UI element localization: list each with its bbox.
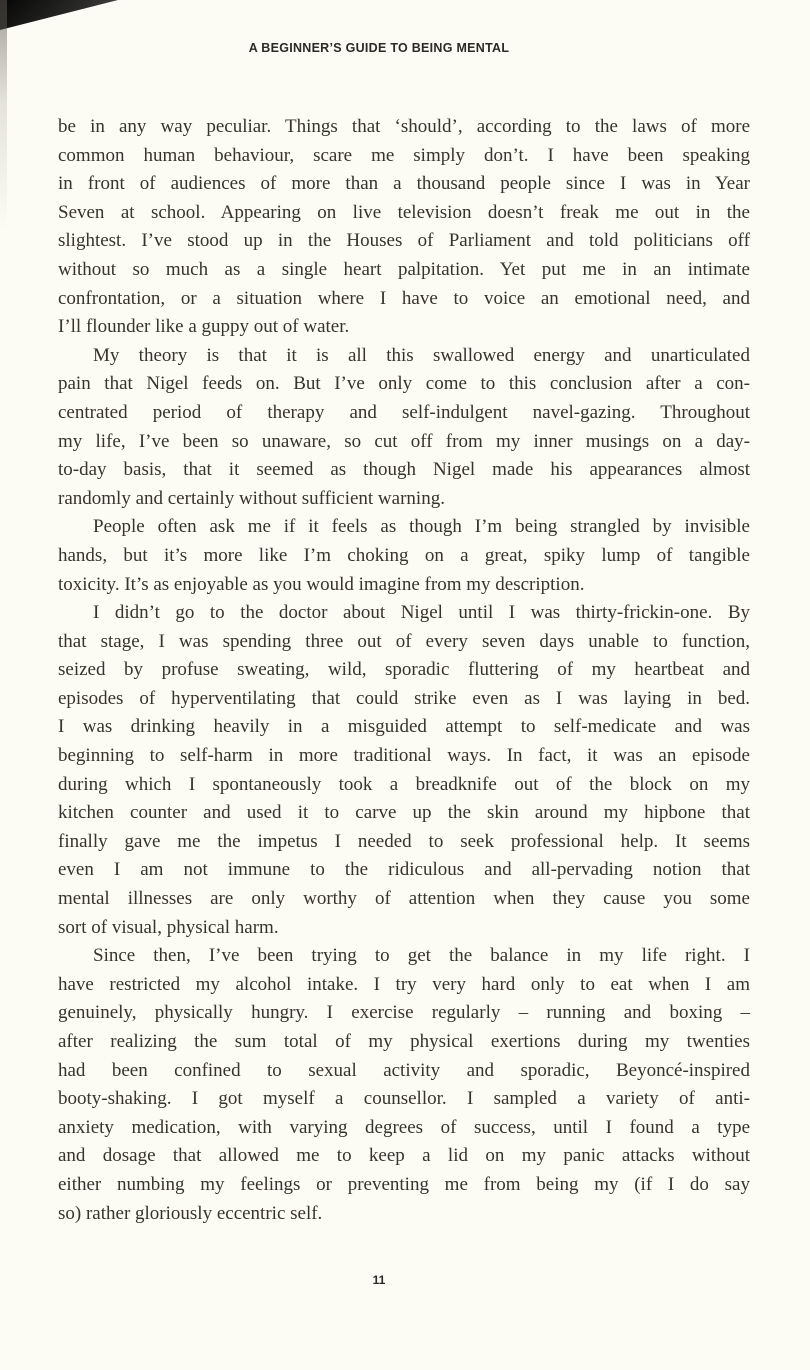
text-line: randomly and certainly without sufficient warning. [58,487,445,509]
text-line: after realizing the sum total of my physical exertions during my twenties [58,1031,750,1052]
text-line: sort of visual, physical harm. [58,916,279,938]
text-line: had been confined to sexual activity and sporadic, Beyoncé-inspired [58,1059,750,1081]
scan-artifact-left-edge [0,0,7,230]
text-line: I’ll flounder like a guppy out of water. [58,316,350,338]
text-line: that stage, I was spending three out of every seven days unable to function, [58,630,750,652]
text-line: genuinely, physically hungry. I exercise regularly – running and boxing – [58,1002,750,1024]
text-line: either numbing my feelings or preventing me from being my (if I do say [58,1173,750,1195]
text-line: beginning to self-harm in more traditional ways. In fact, it was an episode [58,745,750,767]
paragraph [58,599,750,942]
text-line: mental illnesses are only worthy of attention when they cause you some [58,888,750,910]
text-line: hands, but it’s more like I’m choking on a great, spiky lump of tangible [58,544,750,566]
text-line: so) rather gloriously eccentric self. [58,1202,323,1224]
text-line: to-day basis, that it seemed as though Nigel made his appearances almost [58,459,750,481]
text-line: finally gave me the impetus I needed to seek professional help. It seems [58,830,750,852]
text-line: without so much as a single heart palpitation. Yet put me in an intimate [58,258,750,280]
text-line: centrated period of therapy and self-indulgent navel-gazing. Throughout [58,401,750,423]
text-line: toxicity. It’s as enjoyable as you would imagine from my description. [58,573,585,595]
text-line: during which I spontaneously took a breadknife out of the block on my [58,773,750,795]
text-line: anxiety medication, with varying degrees of success, until I found a type [58,1116,750,1138]
text-line: in front of audiences of more than a thousand people since I was in Year [58,173,750,195]
paragraph [58,113,750,342]
text-line: People often ask me if it feels as though I’m being strangled by invisible [93,516,750,538]
running-header: A BEGINNER’S GUIDE TO BEING MENTAL [248,40,510,55]
body-text [58,113,750,1228]
text-line: Seven at school. Appearing on live television doesn’t freak me out in the [58,201,750,223]
text-line: episodes of hyperventilating that could strike even as I was laying in bed. [58,687,750,709]
text-line: I was drinking heavily in a misguided attempt to self-medicate and was [58,716,750,738]
text-line: kitchen counter and used it to carve up the skin around my hipbone that [58,802,750,824]
text-line: My theory is that it is all this swallowed energy and unarticulated [93,344,750,366]
text-line: slightest. I’ve stood up in the Houses of Parliament and told politicians off [58,230,750,252]
paragraph [58,342,750,514]
text-line: and dosage that allowed me to keep a lid on my panic attacks without [58,1145,750,1167]
paragraph [58,942,750,1228]
page-number: 11 [372,1273,386,1287]
text-line: be in any way peculiar. Things that ‘should’, according to the laws of more [58,116,750,137]
text-line: confrontation, or a situation where I have to voice an emotional need, and [58,287,750,309]
text-line: common human behaviour, scare me simply don’t. I have been speaking [58,144,750,166]
paragraph [58,513,750,599]
text-line: pain that Nigel feeds on. But I’ve only come to this conclusion after a con- [58,373,750,395]
text-line: booty-shaking. I got myself a counsellor. I sampled a variety of anti- [58,1088,750,1110]
text-line: Since then, I’ve been trying to get the balance in my life right. I [93,945,750,967]
text-line: I didn’t go to the doctor about Nigel until I was thirty-frickin-one. By [93,602,750,624]
text-line: even I am not immune to the ridiculous and all-pervading notion that [58,859,750,881]
text-line: my life, I’ve been so unaware, so cut off from my inner musings on a day- [58,430,750,452]
scan-artifact-top-left-corner [0,0,118,30]
text-line: seized by profuse sweating, wild, sporadic fluttering of my heartbeat and [58,659,750,681]
text-line: have restricted my alcohol intake. I try very hard only to eat when I am [58,973,750,995]
